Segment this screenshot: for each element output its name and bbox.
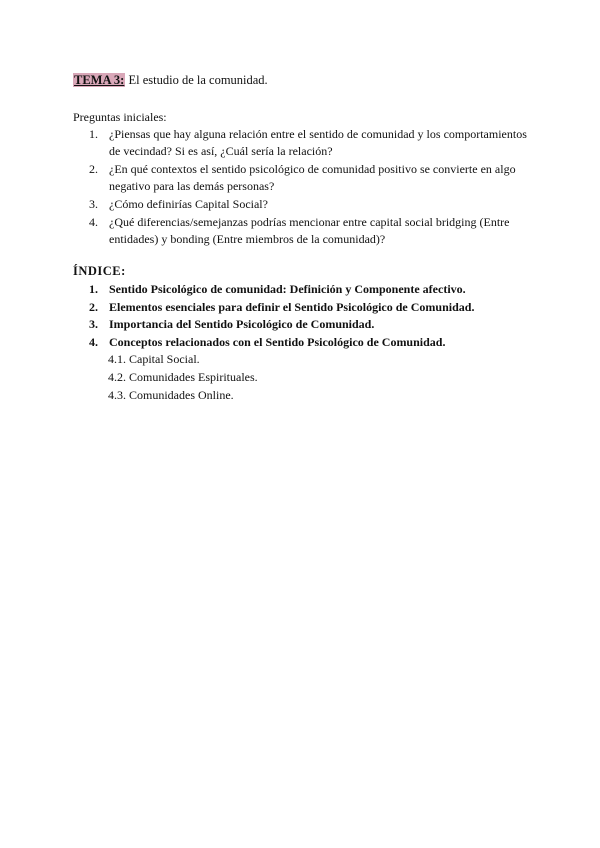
topic-title [73,73,268,88]
index-subitem: 4.2. Comunidades Espirituales. [108,370,258,384]
questions-list [73,126,533,249]
index-text: Sentido Psicológico de comunidad: Definición y Componente afectivo. [109,282,466,296]
index-number: 2. [89,299,98,314]
question-number: 3. [89,197,98,211]
index-item [73,334,553,352]
index-heading: ÍNDICE: [73,264,126,278]
index-text: Conceptos relacionados con el Sentido Psicológico de Comunidad. [109,334,446,349]
index-text: Importancia del Sentido Psicológico de Comunidad. [109,317,375,331]
question-item [73,126,533,160]
question-text: ¿Cómo definirías Capital Social? [109,197,268,211]
index-number: 1. [89,282,98,296]
index-subitem: 4.1. Capital Social. [108,352,200,366]
question-item [73,196,533,213]
index-text: Elementos esenciales para definir el Sentido Psicológico de Comunidad. [109,299,475,314]
index-list [73,281,553,351]
topic-text: El estudio de la comunidad. [125,73,268,87]
question-item [73,214,533,248]
question-number: 2. [89,162,98,176]
index-subitem: 4.3. Comunidades Online. [108,388,234,402]
question-text: ¿Qué diferencias/semejanzas podrías mencionar entre capital social bridging (Entre entidades) y bonding (Entre miembros de la comunidad)? [109,215,510,246]
question-text: ¿En qué contextos el sentido psicológico de comunidad positivo se convierte en algo negativo para las demás personas? [109,162,516,193]
index-item [73,281,553,299]
topic-label: TEMA 3: [74,73,125,87]
index-item [73,299,553,317]
index-number: 4. [89,334,98,349]
question-number: 1. [89,127,98,141]
index-number: 3. [89,317,98,331]
index-item [73,316,553,334]
question-text: ¿Piensas que hay alguna relación entre el sentido de comunidad y los comportamientos de vecindad? Si es así, ¿Cuál sería la relación? [109,127,527,158]
question-item [73,161,533,195]
questions-heading: Preguntas iniciales: [73,110,167,124]
question-number: 4. [89,215,98,229]
index-sublist [108,350,258,404]
